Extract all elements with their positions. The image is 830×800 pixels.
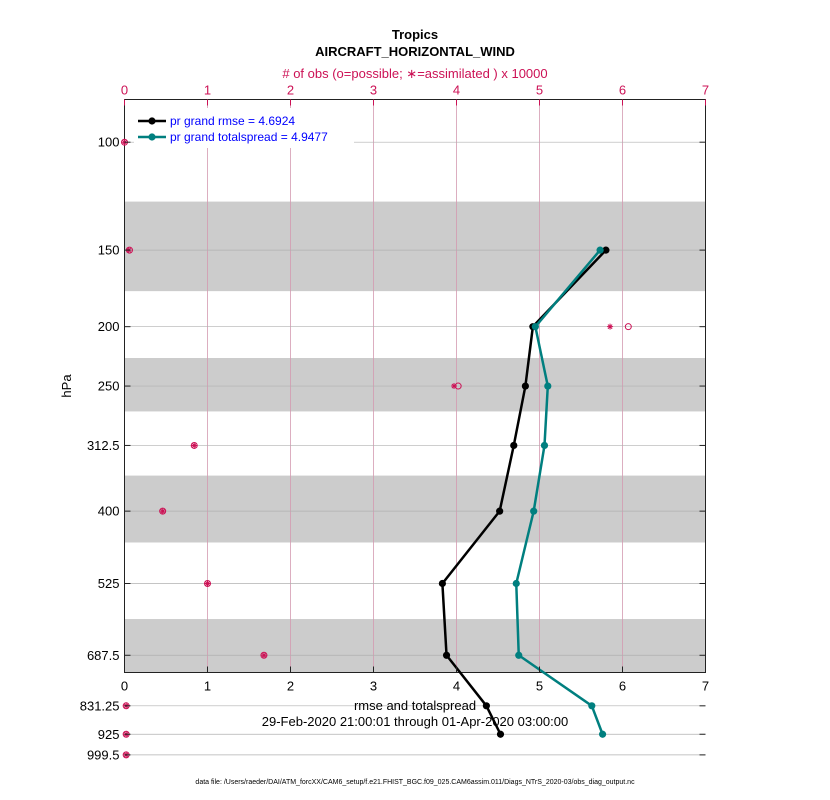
x-tick-label-0: 0 [120, 678, 129, 694]
top-tick-label-0: 0 [120, 82, 129, 98]
series-0-point-4 [496, 508, 503, 515]
date-range: 29-Feb-2020 21:00:01 through 01-Apr-2020 03:00:00 [261, 714, 569, 729]
top-tick-label-1: 1 [203, 82, 212, 98]
shaded-band-5 [125, 619, 706, 672]
shaded-band-3 [125, 358, 706, 411]
top-tick-label-4: 4 [452, 82, 461, 98]
y-tick-label-13: 999.5 [86, 747, 120, 763]
series-1-point-7 [588, 702, 595, 709]
shaded-band-2 [125, 202, 706, 292]
y-axis-label: hPa [59, 374, 74, 398]
chart-subtitle: AIRCRAFT_HORIZONTAL_WIND [315, 44, 515, 59]
series-1-point-2 [544, 382, 551, 389]
top-tick-label-3: 3 [369, 82, 378, 98]
y-tick-label-7: 312.5 [86, 437, 120, 453]
x-axis-label: rmse and totalspread [353, 698, 477, 713]
y-tick-label-10: 687.5 [86, 647, 120, 663]
data-file-footer: data file: /Users/raeder/DAI/ATM_forcXX/CAM6_setup/f.e21.FHIST_BGC.f09_025.CAM6assim.011/Diags_NTrS_2020-03/obs_diag_output.nc [195, 779, 635, 786]
series-1-point-0 [596, 247, 603, 254]
legend-spread-label: pr grand totalspread = 4.9477 [170, 130, 328, 144]
x-tick-label-5: 5 [535, 678, 544, 694]
series-1-point-4 [530, 508, 537, 515]
series-1-point-8 [599, 731, 606, 738]
shaded-bands [125, 202, 706, 673]
x-tick-label-3: 3 [369, 678, 378, 694]
series-0-point-8 [497, 731, 504, 738]
series-0-point-2 [522, 382, 529, 389]
y-tick-label-3: 100 [97, 134, 120, 150]
x-tick-label-6: 6 [618, 678, 627, 694]
series-1-point-1 [532, 323, 539, 330]
x-tick-label-1: 1 [203, 678, 212, 694]
top-tick-label-7: 7 [701, 82, 710, 98]
obs-assimilated-marker-5 [607, 324, 613, 330]
obs-assimilated-marker-9 [205, 581, 211, 587]
series-0-point-3 [510, 442, 517, 449]
series-0-point-7 [483, 702, 490, 709]
legend [134, 108, 354, 148]
legend-spread-marker [148, 133, 155, 140]
x-tick-label-2: 2 [286, 678, 295, 694]
x-tick-label-4: 4 [452, 678, 461, 694]
y-tick-label-5: 200 [97, 319, 120, 335]
y-tick-label-11: 831.25 [79, 698, 120, 714]
legend-rmse-label: pr grand rmse = 4.6924 [170, 114, 296, 128]
series-0-point-6 [443, 652, 450, 659]
top-tick-label-5: 5 [535, 82, 544, 98]
series-1-point-5 [513, 580, 520, 587]
series-1-point-3 [541, 442, 548, 449]
series-1-point-6 [515, 652, 522, 659]
top-tick-label-2: 2 [286, 82, 295, 98]
obs-assimilated-marker-10 [261, 652, 267, 658]
y-tick-label-9: 525 [97, 576, 120, 592]
series-0-point-5 [439, 580, 446, 587]
obs-assimilated-marker-7 [191, 442, 197, 448]
chart-title: Tropics [391, 27, 439, 42]
y-tick-label-8: 400 [97, 503, 120, 519]
shaded-band-4 [125, 476, 706, 543]
y-tick-label-12: 925 [97, 726, 120, 742]
y-tick-label-6: 250 [97, 378, 120, 394]
top-tick-label-6: 6 [618, 82, 627, 98]
legend-rmse-marker [148, 117, 155, 124]
x-tick-label-7: 7 [701, 678, 710, 694]
top-axis-ticks [121, 83, 709, 106]
top-axis-label: # of obs (o=possible; ∗=assimilated ) x 10000 [282, 66, 548, 81]
y-tick-label-4: 150 [97, 242, 120, 258]
